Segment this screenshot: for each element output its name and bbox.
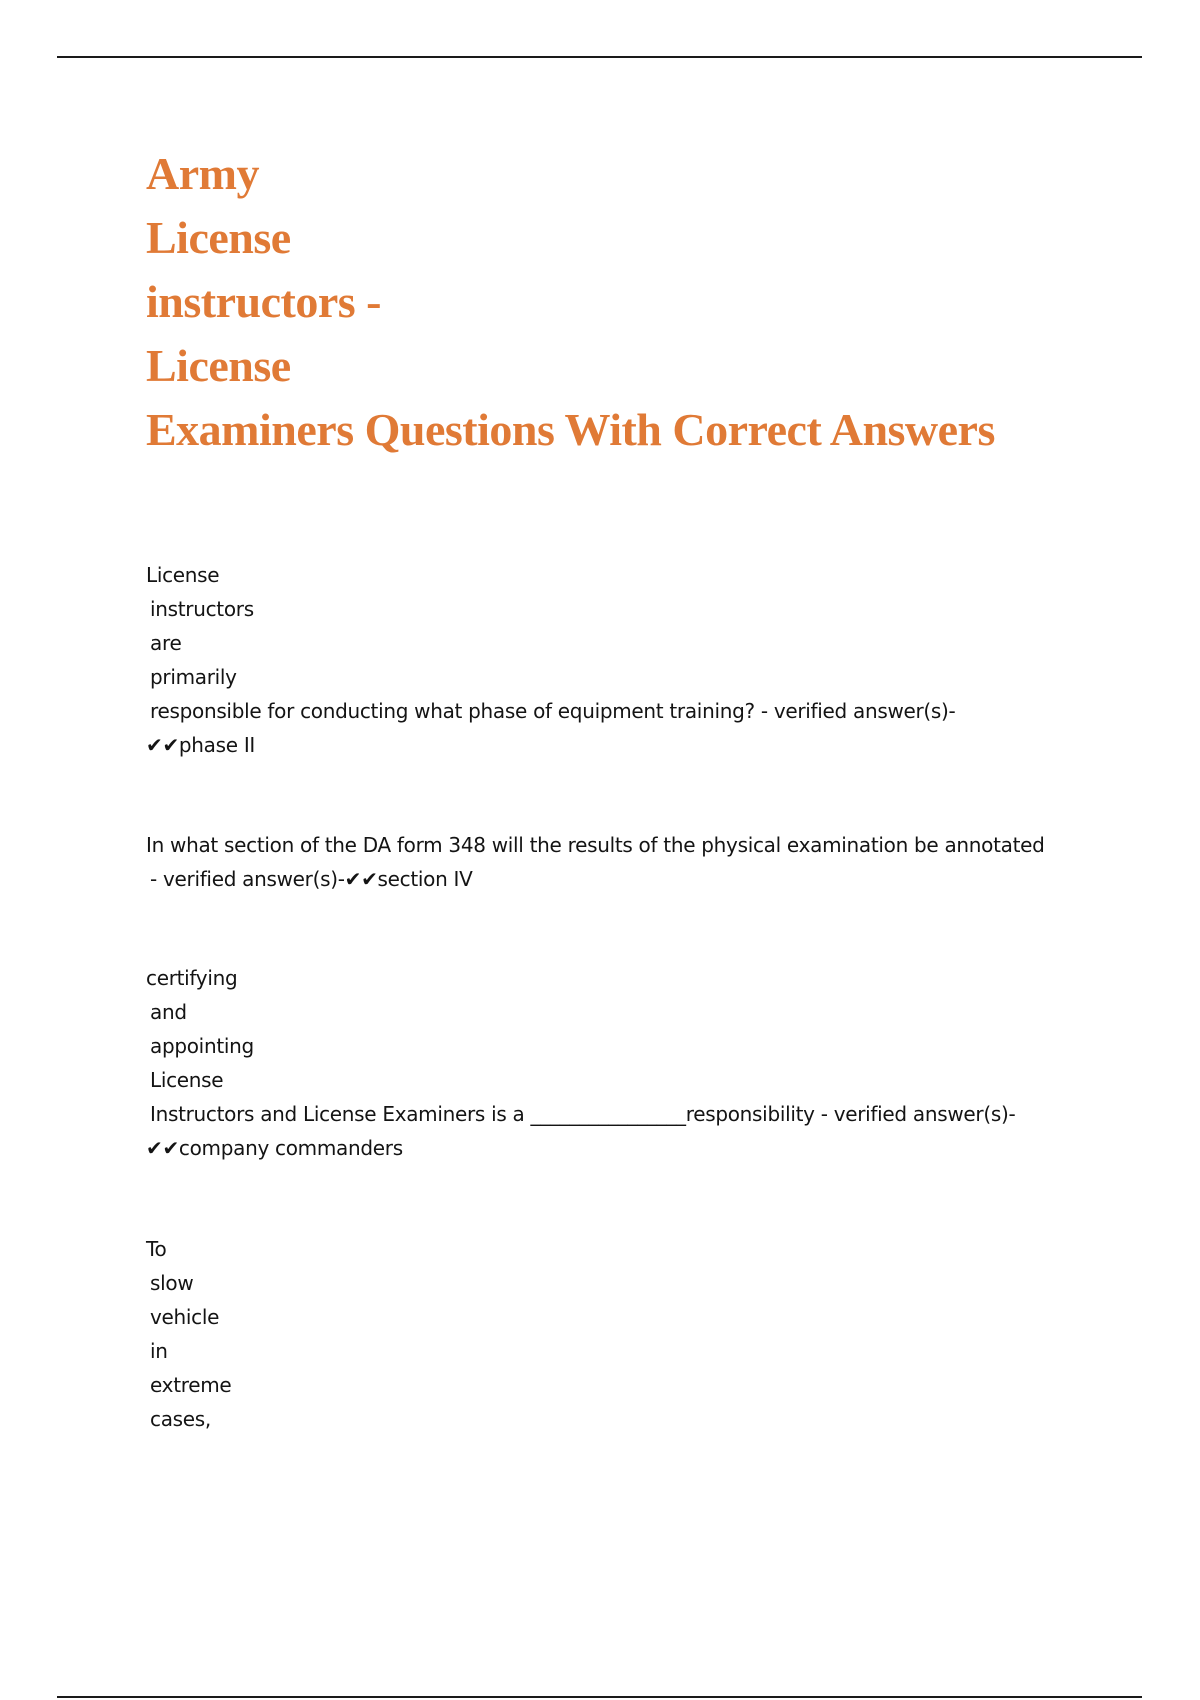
question-answer-1 [146,558,955,762]
qa-answer-line: ✔✔company commanders [146,1136,403,1160]
qa-line: Instructors and License Examiners is a ________________responsibility - verified answer(s)- [150,1102,1016,1126]
qa-line: primarily [150,665,237,689]
qa-line: certifying [146,966,238,990]
top-divider [57,56,1142,58]
qa-line: are [150,631,182,655]
qa-line: License [146,563,220,587]
qa-answer-line: ✔✔phase II [146,733,256,757]
qa-line: slow [150,1271,194,1295]
qa-answer-line: - verified answer(s)-✔✔section IV [150,867,473,891]
title-line: instructors - [146,276,381,327]
qa-line: appointing [150,1034,254,1058]
qa-line: License [150,1068,224,1092]
title-line: License [146,340,291,391]
qa-line: In what section of the DA form 348 will the results of the physical examination be annotated [146,833,1045,857]
qa-line: extreme [150,1373,232,1397]
title-line: Examiners Questions With Correct Answers [146,404,995,455]
question-answer-2 [146,828,1045,896]
qa-line: cases, [150,1407,211,1431]
title-line: Army [146,148,259,199]
qa-line: To [146,1237,167,1261]
bottom-divider [57,1696,1142,1698]
qa-line: responsible for conducting what phase of equipment training? - verified answer(s)- [150,699,956,723]
document-title [146,142,995,462]
qa-line: and [150,1000,187,1024]
question-answer-3 [146,961,1015,1165]
title-line: License [146,212,291,263]
qa-line: vehicle [150,1305,220,1329]
qa-line: instructors [150,597,254,621]
question-answer-4 [146,1232,231,1436]
qa-line: in [150,1339,168,1363]
